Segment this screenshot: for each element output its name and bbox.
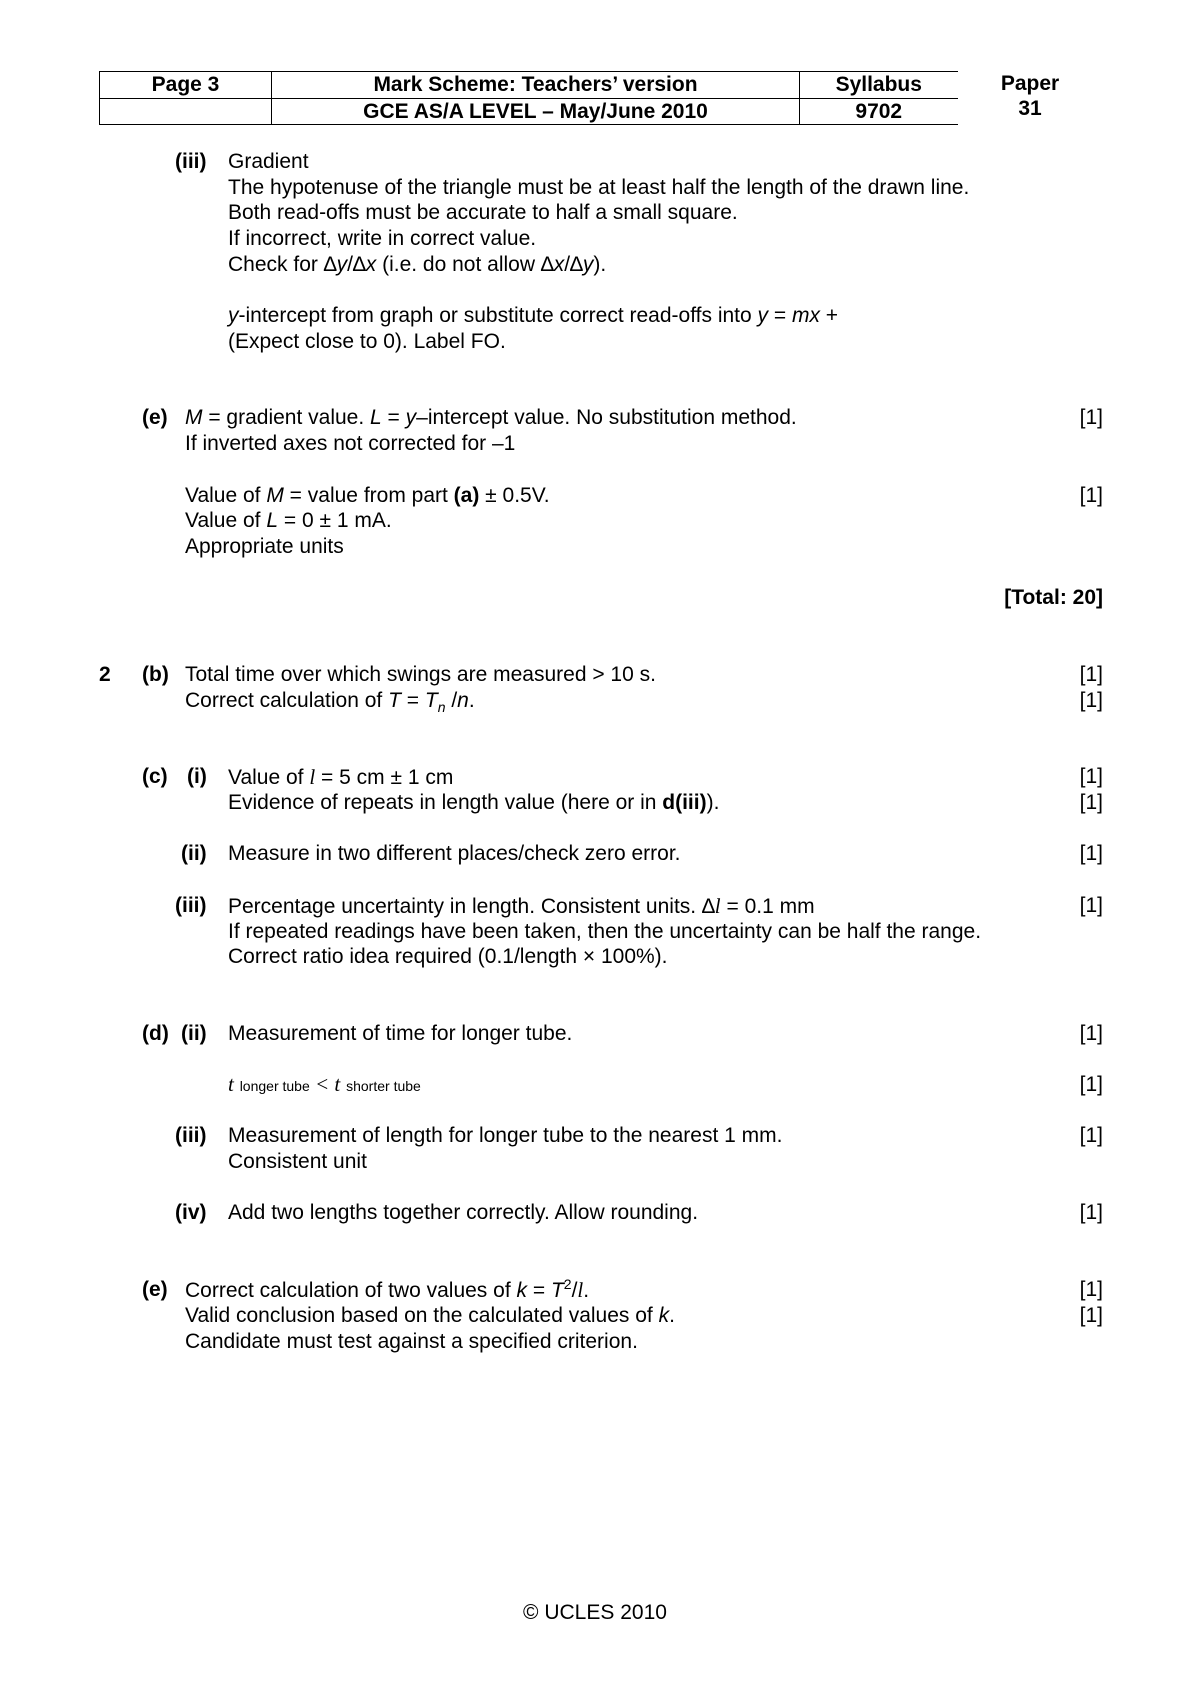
q2-d-time-mark: [1]	[1079, 1073, 1103, 1096]
paper-block	[957, 71, 1103, 121]
q1-iii-line-1: Gradient	[228, 150, 309, 173]
q1-iii-line-4: If incorrect, write in correct value.	[228, 227, 537, 250]
q2-e-label: (e)	[142, 1278, 168, 1301]
q2-e-line-2: Valid conclusion based on the calculated values of k.	[185, 1304, 675, 1327]
q2-d-iv-label: (iv)	[175, 1201, 207, 1224]
q2-d-time-comparison: t longer tube < t shorter tube	[228, 1072, 421, 1096]
q2-d-iii-line-1: Measurement of length for longer tube to the nearest 1 mm.	[228, 1124, 783, 1147]
q2-c-iii-label: (iii)	[175, 894, 207, 917]
q2-d-ii-mark: [1]	[1079, 1022, 1103, 1045]
q2-b-label: (b)	[142, 663, 169, 686]
q2-b-mark-1: [1]	[1079, 663, 1103, 686]
header-empty-cell	[100, 98, 272, 125]
q2-d-iv-mark: [1]	[1079, 1201, 1103, 1224]
q1-iii-label: (iii)	[175, 150, 207, 173]
page-number: Page 3	[100, 72, 272, 99]
q1-yintercept-line-2: (Expect close to 0). Label FO.	[228, 330, 506, 353]
q2-b-mark-2: [1]	[1079, 689, 1103, 712]
q2-c-ii-label: (ii)	[181, 842, 207, 865]
q2-e-mark-1: [1]	[1079, 1278, 1103, 1301]
q1-e-mark-1: [1]	[1079, 406, 1103, 429]
q2-c-i-line-2: Evidence of repeats in length value (here or in d(iii)).	[228, 791, 720, 814]
q2-d-iii-line-2: Consistent unit	[228, 1150, 367, 1173]
q2-c-iii-line-2: If repeated readings have been taken, then the uncertainty can be half the range.	[228, 920, 982, 943]
q1-yintercept-line-1: y-intercept from graph or substitute correct read-offs into y = mx +	[228, 304, 839, 327]
q2-d-ii-label: (ii)	[181, 1022, 207, 1045]
q2-d-label: (d)	[142, 1022, 169, 1045]
q1-check-line: Check for ∆y/∆x (i.e. do not allow ∆x/∆y).	[228, 253, 607, 276]
q2-e-mark-2: [1]	[1079, 1304, 1103, 1327]
q2-c-label: (c)	[142, 765, 168, 788]
q1-e-mark-2: [1]	[1079, 484, 1103, 507]
paper-number: 31	[1018, 97, 1042, 120]
q2-c-iii-line-1: Percentage uncertainty in length. Consistent units. ∆l = 0.1 mm	[228, 894, 815, 918]
q2-e-line-1: Correct calculation of two values of $k = T^2/l$.	[185, 1276, 590, 1302]
q2-e-line-3: Candidate must test against a specified criterion.	[185, 1330, 638, 1353]
q1-e-label: (e)	[142, 406, 168, 429]
q1-e-value-M: Value of M = value from part (a) ± 0.5V.	[185, 484, 550, 507]
syllabus-code: 9702	[800, 98, 958, 125]
q2-c-iii-line-3: Correct ratio idea required (0.1/length × 100%).	[228, 945, 668, 968]
q2-d-iv-line: Add two lengths together correctly. Allow rounding.	[228, 1201, 699, 1224]
paper-label: Paper	[1000, 72, 1060, 95]
footer-copyright: © UCLES 2010	[523, 1601, 667, 1624]
q2-c-i-mark-2: [1]	[1079, 791, 1103, 814]
header-title: Mark Scheme: Teachers’ version	[272, 72, 800, 99]
q2-c-i-line-1: Value of l = 5 cm ± 1 cm	[228, 765, 454, 789]
q2-c-i-label: (i)	[187, 765, 207, 788]
q2-number: 2	[99, 663, 111, 686]
q2-c-ii-mark: [1]	[1079, 842, 1103, 865]
header-table	[99, 71, 958, 125]
q2-c-i-mark-1: [1]	[1079, 765, 1103, 788]
q1-e-line-1: M = gradient value. L = y–intercept value. No substitution method.	[185, 406, 797, 429]
q2-d-iii-label: (iii)	[175, 1124, 207, 1147]
q2-d-iii-mark: [1]	[1079, 1124, 1103, 1147]
syllabus-label: Syllabus	[800, 72, 958, 99]
q1-e-units: Appropriate units	[185, 535, 344, 558]
q2-c-ii-line: Measure in two different places/check zero error.	[228, 842, 681, 865]
q2-b-line-2: Correct calculation of $T = T_n$ /n.	[185, 689, 475, 716]
header-subtitle: GCE AS/A LEVEL – May/June 2010	[272, 98, 800, 125]
q1-e-line-2: If inverted axes not corrected for –1	[185, 432, 516, 455]
q2-b-line-1: Total time over which swings are measured > 10 s.	[185, 663, 656, 686]
q1-iii-line-2: The hypotenuse of the triangle must be at least half the length of the drawn line.	[228, 176, 970, 199]
q1-total: [Total: 20]	[1004, 586, 1103, 609]
q1-e-value-L: Value of L = 0 ± 1 mA.	[185, 509, 392, 532]
q2-c-iii-mark: [1]	[1079, 894, 1103, 917]
q1-iii-line-3: Both read-offs must be accurate to half a small square.	[228, 201, 738, 224]
q2-d-ii-line: Measurement of time for longer tube.	[228, 1022, 573, 1045]
